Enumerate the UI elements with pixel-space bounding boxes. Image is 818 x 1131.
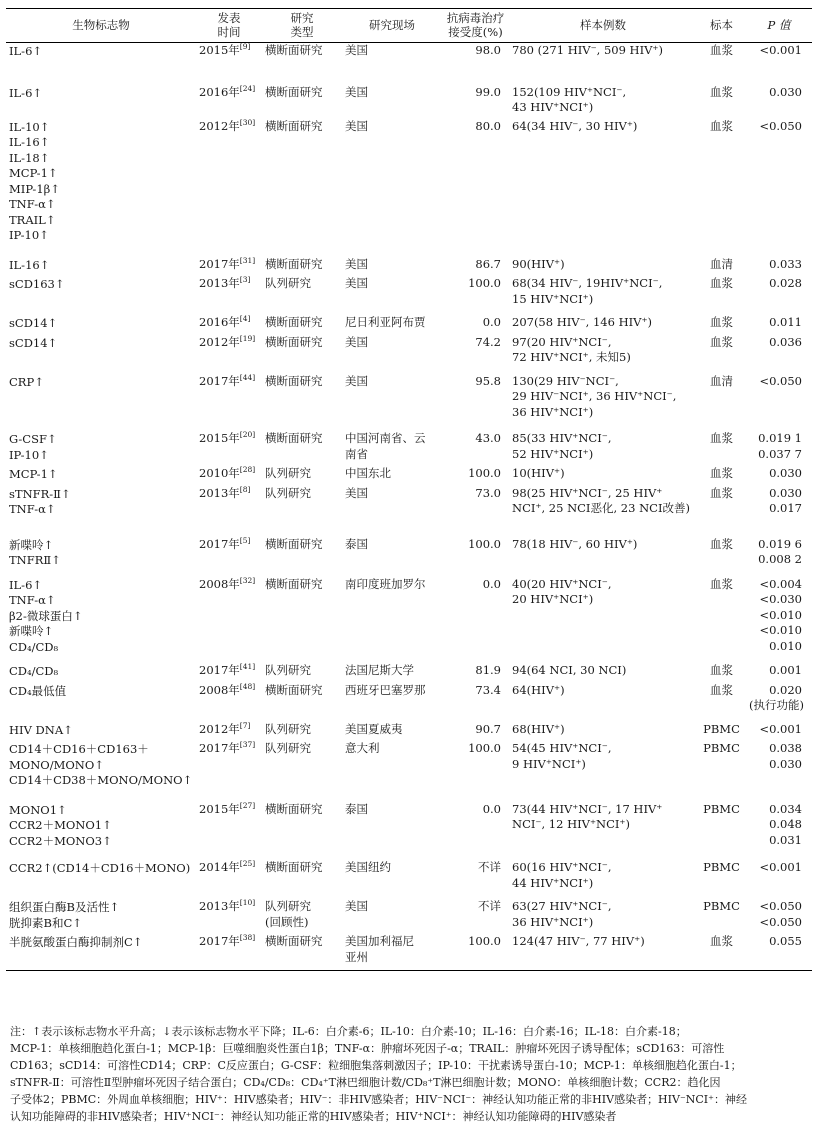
cell-design: 横断面研究 bbox=[265, 43, 323, 57]
cell-year: 2015年[9] bbox=[199, 42, 251, 57]
cell-art-rate: 0.0 bbox=[482, 801, 501, 816]
cell-year: 2013年[8] bbox=[199, 484, 251, 500]
cell-site: 西班牙巴塞罗那 bbox=[345, 682, 426, 697]
footnote-line: MCP-1：单核细胞趋化蛋白-1；MCP-1β：巨噬细胞炎性蛋白1β；TNF-α：肿瘤坏死因子-α；TRAIL：肿瘤坏死因子诱导配体；sCD163：可溶性 bbox=[10, 1042, 725, 1055]
cell-design: 横断面研究 bbox=[265, 334, 323, 349]
cell-site: 法国尼斯大学 bbox=[345, 663, 414, 677]
cell-biomarker: CD14＋CD16＋CD163＋ MONO/MONO↑ CD14＋CD38＋MONO/MONO↑ bbox=[9, 742, 193, 787]
header-sample: 样本例数 bbox=[509, 9, 697, 43]
cell-p-value: 0.019 6 0.008 2 bbox=[758, 536, 802, 566]
cell-art-rate: 81.9 bbox=[475, 663, 501, 677]
cell-biomarker: CRP↑ bbox=[9, 374, 44, 389]
citation-ref: [31] bbox=[239, 255, 256, 265]
cell-year: 2015年[20] bbox=[199, 430, 256, 445]
cell-specimen: 血浆 bbox=[710, 43, 733, 57]
cell-sample-size: 68(34 HIV⁻, 19HIV⁺NCI⁻, 15 HIV⁺NCI⁺) bbox=[512, 276, 663, 306]
footnote-line: 认知功能障碍的非HIV感染者；HIV⁺NCI⁻：神经认知功能正常的HIV感染者；HIV⁺NCI⁺：神经认知功能障碍的HIV感染者 bbox=[10, 1110, 617, 1123]
cell-specimen: 血浆 bbox=[710, 84, 733, 99]
cell-p-value: <0.050 bbox=[759, 118, 802, 133]
cell-p-value: <0.050 bbox=[759, 373, 802, 388]
cell-biomarker: sCD163↑ bbox=[9, 277, 65, 291]
table-row bbox=[6, 802, 812, 861]
citation-ref: [27] bbox=[239, 800, 256, 810]
citation-ref: [30] bbox=[239, 117, 256, 127]
cell-biomarker: IL-16↑ bbox=[9, 257, 50, 272]
table-header bbox=[6, 9, 812, 43]
cell-biomarker: CD₄/CD₈ bbox=[9, 664, 59, 678]
citation-ref: [25] bbox=[239, 859, 256, 869]
citation-ref: [9] bbox=[239, 42, 251, 52]
citation-ref: [38] bbox=[239, 933, 256, 943]
citation-ref: [3] bbox=[239, 275, 251, 285]
cell-year: 2012年[30] bbox=[199, 117, 256, 133]
cell-year: 2014年[25] bbox=[199, 859, 256, 874]
cell-biomarker: MCP-1↑ bbox=[9, 467, 58, 481]
cell-design: 队列研究 (回顾性) bbox=[265, 899, 311, 929]
cell-sample-size: 63(27 HIV⁺NCI⁻, 36 HIV⁺NCI⁺) bbox=[512, 899, 612, 929]
cell-specimen: 血浆 bbox=[710, 663, 733, 677]
cell-art-rate: 0.0 bbox=[482, 576, 501, 591]
cell-year: 2017年[5] bbox=[199, 535, 251, 551]
cell-sample-size: 78(18 HIV⁻, 60 HIV⁺) bbox=[512, 536, 638, 551]
cell-art-rate: 73.0 bbox=[475, 485, 501, 500]
cell-sample-size: 207(58 HIV⁻, 146 HIV⁺) bbox=[512, 315, 653, 329]
cell-design: 横断面研究 bbox=[265, 682, 323, 697]
cell-specimen: 血浆 bbox=[710, 118, 733, 133]
table-row bbox=[6, 335, 812, 374]
cell-year: 2010年[28] bbox=[199, 465, 256, 480]
cell-design: 横断面研究 bbox=[265, 315, 323, 329]
cell-sample-size: 97(20 HIV⁺NCI⁻, 72 HIV⁺NCI⁺, 未知5) bbox=[512, 334, 631, 364]
cell-p-value: 0.036 bbox=[769, 334, 802, 349]
cell-biomarker: IL-10↑ IL-16↑ IL-18↑ MCP-1↑ MIP-1β↑ TNF-α↑ TRAIL↑ IP-10↑ bbox=[9, 119, 60, 242]
cell-specimen: 血清 bbox=[710, 373, 733, 388]
cell-p-value: 0.028 bbox=[769, 276, 802, 290]
cell-site: 美国 bbox=[345, 118, 368, 133]
cell-biomarker: CD₄最低值 bbox=[9, 683, 67, 698]
cell-specimen: 血浆 bbox=[710, 315, 733, 329]
cell-p-value: 0.033 bbox=[769, 256, 802, 271]
cell-art-rate: 100.0 bbox=[468, 741, 501, 755]
cell-p-value: <0.050 <0.050 bbox=[759, 899, 802, 929]
cell-biomarker: IL-6↑ bbox=[9, 44, 43, 58]
cell-sample-size: 10(HIV⁺) bbox=[512, 466, 565, 480]
cell-site: 泰国 bbox=[345, 801, 368, 816]
header-art: 抗病毒治疗 接受度(%) bbox=[442, 9, 509, 43]
cell-specimen: 血浆 bbox=[710, 431, 733, 445]
cell-art-rate: 73.4 bbox=[475, 682, 501, 697]
table-row bbox=[6, 741, 812, 802]
footnote-line: 注：↑表示该标志物水平升高；↓表示该标志物水平下降；IL-6：白介素-6；IL-10：白介素-10；IL-16：白介素-16；IL-18：白介素-18； bbox=[10, 1025, 687, 1038]
cell-year: 2013年[3] bbox=[199, 275, 251, 290]
cell-year: 2017年[38] bbox=[196, 934, 262, 971]
cell-specimen: PBMC bbox=[703, 899, 740, 913]
citation-ref: [19] bbox=[239, 333, 256, 343]
cell-site: 中国河南省、云 南省 bbox=[345, 431, 426, 461]
cell-design: 队列研究 bbox=[265, 485, 311, 500]
cell-site: 美国 bbox=[345, 373, 368, 388]
cell-biomarker: 新喋呤↑ TNFRⅡ↑ bbox=[9, 537, 61, 567]
cell-sample-size: 94(64 NCI, 30 NCI) bbox=[512, 663, 627, 677]
table-row bbox=[6, 276, 812, 315]
cell-art-rate: 0.0 bbox=[482, 315, 501, 329]
cell-p-value: 0.038 0.030 bbox=[769, 741, 802, 771]
cell-specimen: PBMC bbox=[703, 741, 740, 755]
cell-design: 横断面研究 bbox=[265, 860, 323, 874]
cell-site: 美国加利福尼 亚州 bbox=[342, 934, 442, 971]
cell-p-value: 0.030 bbox=[769, 84, 802, 99]
cell-site: 南印度班加罗尔 bbox=[345, 576, 426, 591]
footnote-line: CD163；sCD14：可溶性CD14；CRP：C反应蛋白；G-CSF：粒细胞集落刺激因子；IP-10：干扰素诱导蛋白-10；MCP-1：单核细胞趋化蛋白-1； bbox=[10, 1059, 742, 1072]
cell-art-rate: 不详 bbox=[478, 899, 501, 913]
cell-design: 队列研究 bbox=[265, 663, 311, 677]
cell-specimen: PBMC bbox=[703, 860, 740, 874]
footnote-line: 子受体2；PBMC：外周血单核细胞；HIV⁺：HIV感染者；HIV⁻：非HIV感染者；HIV⁻NCI⁻：神经认知功能正常的非HIV感染者；HIV⁻NCI⁺：神经 bbox=[10, 1093, 747, 1106]
cell-year: 2012年[19] bbox=[199, 333, 256, 349]
cell-biomarker: IL-6↑ TNF-α↑ β2-微球蛋白↑ 新喋呤↑ CD₄/CD₈ bbox=[9, 577, 83, 654]
biomarker-table bbox=[6, 8, 812, 971]
cell-design: 横断面研究 bbox=[265, 801, 323, 816]
citation-ref: [4] bbox=[239, 314, 251, 324]
table-row bbox=[6, 431, 812, 466]
cell-biomarker: IL-6↑ bbox=[9, 85, 43, 100]
cell-p-value: 0.034 0.048 0.031 bbox=[769, 801, 802, 847]
table-row bbox=[6, 315, 812, 335]
cell-art-rate: 不详 bbox=[478, 860, 501, 874]
cell-sample-size: 98(25 HIV⁺NCI⁻, 25 HIV⁺ NCI⁺, 25 NCI恶化, 23 NCI改善) bbox=[512, 485, 690, 515]
table-row bbox=[6, 119, 812, 257]
cell-specimen: 血浆 bbox=[710, 682, 733, 697]
cell-p-value: 0.019 1 0.037 7 bbox=[758, 431, 802, 461]
cell-art-rate: 95.8 bbox=[475, 373, 501, 388]
cell-specimen: PBMC bbox=[703, 801, 740, 816]
table-row bbox=[6, 934, 812, 971]
citation-ref: [24] bbox=[239, 83, 256, 93]
cell-design: 队列研究 bbox=[265, 721, 311, 736]
cell-biomarker: MONO1↑ CCR2＋MONO1↑ CCR2＋MONO3↑ bbox=[9, 802, 112, 848]
cell-sample-size: 64(HIV⁺) bbox=[512, 682, 565, 697]
table-row bbox=[6, 374, 812, 432]
cell-sample-size: 73(44 HIV⁺NCI⁻, 17 HIV⁺ NCI⁻, 12 HIV⁺NCI⁺) bbox=[512, 801, 663, 831]
cell-site: 美国 bbox=[345, 84, 368, 99]
cell-art-rate: 100.0 bbox=[442, 934, 509, 971]
cell-biomarker: 组织蛋白酶B及活性↑ 胱抑素B和C↑ bbox=[9, 900, 120, 930]
cell-site: 美国 bbox=[345, 485, 368, 500]
cell-year: 2008年[48] bbox=[199, 681, 256, 697]
cell-design: 横断面研究 bbox=[265, 256, 323, 271]
citation-ref: [41] bbox=[239, 662, 256, 672]
footnote-line: sTNFR-Ⅱ：可溶性Ⅱ型肿瘤坏死因子结合蛋白；CD₄/CD₈：CD₄⁺T淋巴细胞计数/CD₈⁺T淋巴细胞计数；MONO：单核细胞计数；CCR2：趋化因 bbox=[10, 1076, 721, 1089]
cell-sample-size: 60(16 HIV⁺NCI⁻, 44 HIV⁺NCI⁺) bbox=[512, 860, 612, 890]
cell-p-value: <0.001 bbox=[759, 860, 802, 874]
citation-ref: [5] bbox=[239, 535, 251, 545]
cell-design: 队列研究 bbox=[265, 741, 311, 755]
table-row bbox=[6, 466, 812, 486]
cell-sample-size: 152(109 HIV⁺NCI⁻, 43 HIV⁺NCI⁺) bbox=[512, 84, 627, 114]
cell-year: 2013年[10] bbox=[199, 898, 256, 913]
table-row bbox=[6, 577, 812, 664]
cell-specimen: 血浆 bbox=[710, 466, 733, 480]
cell-site: 美国纽约 bbox=[345, 860, 391, 874]
cell-site: 美国 bbox=[345, 276, 368, 290]
cell-site: 尼日利亚阿布贾 bbox=[345, 315, 426, 329]
cell-design: 横断面研究 bbox=[265, 431, 323, 445]
cell-biomarker: G-CSF↑ IP-10↑ bbox=[9, 432, 57, 462]
cell-site: 美国 bbox=[345, 334, 368, 349]
header-site: 研究现场 bbox=[342, 9, 442, 43]
cell-specimen: 血浆 bbox=[710, 334, 733, 349]
table-row bbox=[6, 899, 812, 934]
citation-ref: [20] bbox=[239, 430, 256, 440]
citation-ref: [48] bbox=[239, 681, 256, 691]
cell-site: 泰国 bbox=[345, 536, 368, 551]
cell-specimen: 血浆 bbox=[710, 536, 733, 551]
table-row bbox=[6, 43, 812, 85]
citation-ref: [28] bbox=[239, 465, 256, 475]
table-row bbox=[6, 257, 812, 277]
cell-design: 横断面研究 bbox=[265, 536, 323, 551]
cell-biomarker: HIV DNA↑ bbox=[9, 722, 73, 737]
citation-ref: [32] bbox=[239, 575, 256, 585]
citation-ref: [44] bbox=[239, 372, 256, 382]
cell-p-value: 0.055 bbox=[746, 934, 812, 971]
cell-year: 2008年[32] bbox=[199, 575, 256, 591]
cell-p-value: 0.001 bbox=[769, 663, 802, 677]
cell-sample-size: 85(33 HIV⁺NCI⁻, 52 HIV⁺NCI⁺) bbox=[512, 431, 612, 461]
citation-ref: [10] bbox=[239, 898, 256, 908]
cell-year: 2017年[41] bbox=[199, 662, 256, 677]
cell-year: 2017年[37] bbox=[199, 740, 256, 755]
cell-sample-size: 124(47 HIV⁻, 77 HIV⁺) bbox=[509, 934, 697, 971]
cell-year: 2017年[44] bbox=[199, 372, 256, 388]
cell-art-rate: 90.7 bbox=[475, 721, 501, 736]
citation-ref: [8] bbox=[239, 484, 251, 494]
header-specimen: 标本 bbox=[697, 9, 746, 43]
cell-biomarker: 半胱氨酸蛋白酶抑制剂C↑ bbox=[6, 934, 196, 971]
cell-art-rate: 43.0 bbox=[475, 431, 501, 445]
citation-ref: [37] bbox=[239, 740, 256, 750]
cell-year: 2015年[27] bbox=[199, 800, 256, 816]
cell-design: 横断面研究 bbox=[265, 576, 323, 591]
cell-specimen: 血浆 bbox=[697, 934, 746, 971]
cell-design: 横断面研究 bbox=[265, 84, 323, 99]
header-design: 研究 类型 bbox=[262, 9, 342, 43]
cell-sample-size: 90(HIV⁺) bbox=[512, 256, 565, 271]
cell-specimen: 血清 bbox=[710, 256, 733, 271]
cell-biomarker: sCD14↑ bbox=[9, 316, 58, 330]
table-row bbox=[6, 663, 812, 683]
cell-specimen: 血浆 bbox=[710, 485, 733, 500]
cell-design: 队列研究 bbox=[265, 276, 311, 290]
table-body bbox=[6, 43, 812, 971]
cell-art-rate: 99.0 bbox=[475, 84, 501, 99]
cell-design: 横断面研究 bbox=[265, 118, 323, 133]
header-published: 发表 时间 bbox=[196, 9, 262, 43]
cell-sample-size: 130(29 HIV⁻NCI⁻, 29 HIV⁻NCI⁺, 36 HIV⁺NCI⁻, 36 HIV⁺NCI⁺) bbox=[512, 373, 677, 419]
cell-p-value: 0.020 (执行功能) bbox=[749, 682, 804, 712]
cell-design: 队列研究 bbox=[265, 466, 311, 480]
cell-year: 2017年[31] bbox=[199, 255, 256, 271]
cell-sample-size: 40(20 HIV⁺NCI⁻, 20 HIV⁺NCI⁺) bbox=[512, 576, 612, 606]
table-row bbox=[6, 486, 812, 537]
cell-p-value: 0.030 0.017 bbox=[769, 485, 802, 515]
table-row bbox=[6, 537, 812, 577]
header-biomarker: 生物标志物 bbox=[6, 9, 196, 43]
cell-specimen: 血浆 bbox=[710, 276, 733, 290]
cell-site: 意大利 bbox=[345, 741, 380, 755]
table-row bbox=[6, 722, 812, 742]
cell-site: 美国 bbox=[345, 256, 368, 271]
cell-site: 美国夏威夷 bbox=[345, 721, 403, 736]
table-footnote bbox=[10, 1023, 810, 1125]
cell-year: 2012年[7] bbox=[199, 720, 251, 736]
cell-art-rate: 100.0 bbox=[468, 466, 501, 480]
cell-sample-size: 64(34 HIV⁻, 30 HIV⁺) bbox=[512, 118, 638, 133]
cell-year: 2016年[24] bbox=[199, 83, 256, 99]
cell-art-rate: 86.7 bbox=[475, 256, 501, 271]
cell-art-rate: 80.0 bbox=[475, 118, 501, 133]
cell-year: 2016年[4] bbox=[199, 314, 251, 329]
cell-p-value: <0.001 bbox=[759, 721, 802, 736]
cell-art-rate: 100.0 bbox=[468, 276, 501, 290]
cell-specimen: 血浆 bbox=[710, 576, 733, 591]
cell-sample-size: 780 (271 HIV⁻, 509 HIV⁺) bbox=[512, 43, 663, 57]
cell-biomarker: sCD14↑ bbox=[9, 335, 58, 350]
table-row bbox=[6, 683, 812, 722]
cell-design: 横断面研究 bbox=[265, 373, 323, 388]
cell-p-value: <0.001 bbox=[759, 43, 802, 57]
cell-art-rate: 74.2 bbox=[475, 334, 501, 349]
cell-art-rate: 98.0 bbox=[475, 43, 501, 57]
cell-p-value: 0.030 bbox=[769, 466, 802, 480]
table-row bbox=[6, 85, 812, 119]
header-p-value: P 值 bbox=[746, 9, 812, 43]
cell-biomarker: sTNFR-Ⅱ↑ TNF-α↑ bbox=[9, 486, 71, 516]
cell-design: 横断面研究 bbox=[262, 934, 342, 971]
cell-sample-size: 54(45 HIV⁺NCI⁻, 9 HIV⁺NCI⁺) bbox=[512, 741, 612, 771]
cell-art-rate: 100.0 bbox=[468, 536, 501, 551]
cell-biomarker: CCR2↑(CD14＋CD16＋MONO) bbox=[9, 861, 191, 875]
cell-specimen: PBMC bbox=[703, 721, 740, 736]
citation-ref: [7] bbox=[239, 720, 251, 730]
table-row bbox=[6, 860, 812, 899]
cell-site: 美国 bbox=[345, 43, 368, 57]
cell-site: 美国 bbox=[345, 899, 368, 913]
cell-site: 中国东北 bbox=[345, 466, 391, 480]
cell-sample-size: 68(HIV⁺) bbox=[512, 721, 565, 736]
cell-p-value: <0.004 <0.030 <0.010 <0.010 0.010 bbox=[759, 576, 802, 653]
cell-p-value: 0.011 bbox=[769, 315, 802, 329]
